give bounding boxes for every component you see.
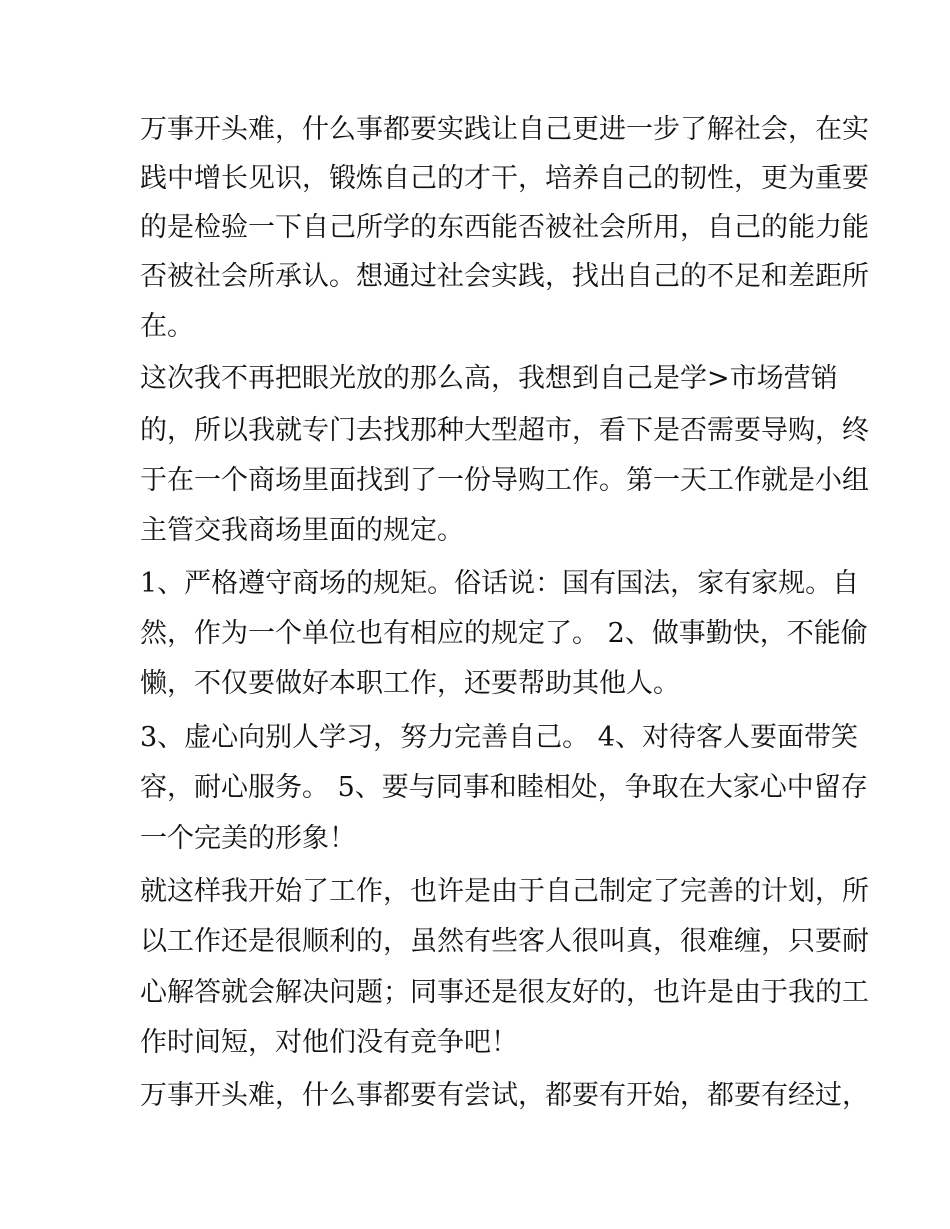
text-line: 万事开头难，什么事都要实践让自己更进一步了解社会，在实 [140, 114, 869, 145]
text-line: 在。 [140, 311, 194, 342]
text-line: 容，耐心服务。 5、要与同事和睦相处，争取在大家心中留存 [140, 772, 868, 803]
text-line: 的是检验一下自己所学的东西能否被社会所用，自己的能力能 [140, 212, 869, 243]
text-line: 以工作还是很顺利的，虽然有些客人很叫真，很难缠，只要耐 [140, 926, 869, 957]
text-line: 的，所以我就专门去找那种大型超市，看下是否需要导购，终 [140, 415, 869, 446]
text-line: 作时间短，对他们没有竞争吧！ [140, 1027, 518, 1058]
text-line: 懒，不仅要做好本职工作，还要帮助其他人。 [140, 668, 680, 699]
text-line: 万事开头难，什么事都要有尝试，都要有开始，都要有经过， [140, 1080, 869, 1111]
text-line: 3、虚心向别人学习，努力完善自己。 4、对待客人要面带笑 [140, 722, 858, 753]
text-line: 一个完美的形象！ [140, 823, 356, 854]
text-line: 主管交我商场里面的规定。 [140, 515, 464, 546]
text-line: 心解答就会解决问题；同事还是很友好的，也许是由于我的工 [140, 977, 869, 1008]
text-line: 践中增长见识，锻炼自己的才干，培养自己的韧性，更为重要 [140, 163, 869, 194]
text-line: 否被社会所承认。想通过社会实践，找出自己的不足和差距所 [140, 261, 869, 292]
text-line: 于在一个商场里面找到了一份导购工作。第一天工作就是小组 [140, 465, 869, 496]
text-line: 然，作为一个单位也有相应的规定了。 2、做事勤快，不能偷 [140, 618, 868, 649]
text-line: 就这样我开始了工作，也许是由于自己制定了完善的计划，所 [140, 876, 869, 907]
text-line: 1、严格遵守商场的规矩。俗话说：国有国法，家有家规。自 [140, 568, 860, 599]
text-line: 这次我不再把眼光放的那么高，我想到自己是学>市场营销 [140, 363, 838, 394]
